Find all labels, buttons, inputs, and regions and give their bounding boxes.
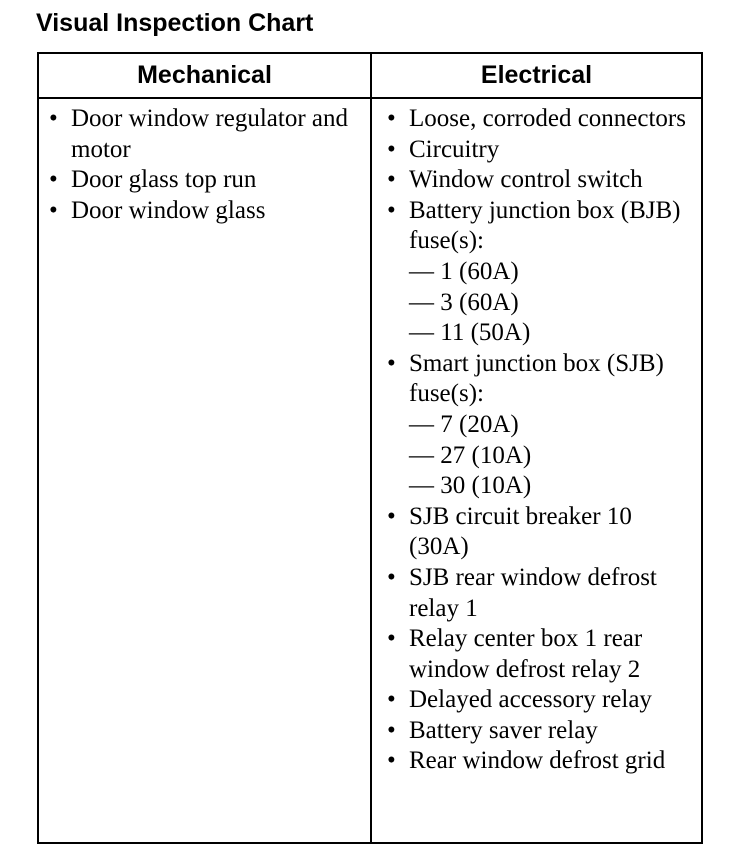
fuse-subitem: — 27 (10A) <box>409 441 532 469</box>
electrical-item <box>377 104 701 135</box>
bullet-icon: • <box>387 716 396 744</box>
bullet-icon: • <box>387 625 396 653</box>
electrical-item-text: SJB rear window defrost relay 1 <box>409 563 657 622</box>
electrical-item <box>377 502 701 563</box>
electrical-item <box>377 685 701 716</box>
electrical-item <box>377 165 701 196</box>
electrical-item <box>377 624 701 685</box>
bullet-icon: • <box>387 502 396 530</box>
bullet-icon: • <box>387 105 396 132</box>
electrical-item-text: Delayed accessory relay <box>409 686 652 714</box>
electrical-item <box>377 716 701 747</box>
mechanical-item-text: Door glass top run <box>71 166 257 194</box>
bullet-icon: • <box>387 747 396 775</box>
mechanical-item-text: Door window regulator and motor <box>71 105 349 163</box>
bullet-icon: • <box>387 196 396 224</box>
electrical-item-text: Relay center box 1 rear window defrost relay 2 <box>409 625 643 683</box>
electrical-item <box>377 746 701 777</box>
fuse-subitem: — 3 (60A) <box>409 288 519 316</box>
electrical-column <box>372 99 701 842</box>
electrical-item-text: Battery saver relay <box>409 716 598 744</box>
mechanical-item-text: Door window glass <box>71 196 266 224</box>
electrical-item <box>377 196 701 349</box>
electrical-item-text: SJB circuit breaker 10 (30A) <box>409 502 632 561</box>
electrical-item-text: Loose, corroded connectors <box>409 105 686 132</box>
page-title: Visual Inspection Chart <box>36 9 314 37</box>
electrical-item <box>377 349 701 502</box>
fuse-subitem: — 11 (50A) <box>409 319 531 347</box>
mechanical-item <box>39 104 370 165</box>
electrical-item-text: Smart junction box (SJB) fuse(s): <box>409 349 664 408</box>
fuse-subitem: — 7 (20A) <box>409 410 519 438</box>
bullet-icon: • <box>387 166 396 194</box>
electrical-item-text: Window control switch <box>409 166 643 194</box>
bullet-icon: • <box>49 105 58 132</box>
bullet-icon: • <box>387 135 396 163</box>
electrical-item-text: Rear window defrost grid <box>409 747 666 775</box>
electrical-item-text: Battery junction box (BJB) fuse(s): <box>409 196 681 255</box>
mechanical-list <box>39 104 370 226</box>
electrical-item <box>377 563 701 624</box>
mechanical-column-header: Mechanical <box>39 54 372 99</box>
fuse-sublist <box>409 410 695 502</box>
bullet-icon: • <box>387 349 396 377</box>
mechanical-column <box>39 99 372 842</box>
bullet-icon: • <box>387 686 396 714</box>
fuse-sublist <box>409 257 695 349</box>
electrical-list <box>372 104 701 777</box>
bullet-icon: • <box>387 563 396 591</box>
mechanical-item <box>39 165 370 196</box>
electrical-item-text: Circuitry <box>409 135 500 163</box>
mechanical-item <box>39 196 370 227</box>
fuse-subitem: — 1 (60A) <box>409 257 519 285</box>
inspection-chart-table <box>37 52 703 844</box>
bullet-icon: • <box>49 166 58 194</box>
electrical-column-header: Electrical <box>372 54 701 99</box>
electrical-item <box>377 135 701 166</box>
bullet-icon: • <box>49 196 58 224</box>
fuse-subitem: — 30 (10A) <box>409 472 532 500</box>
